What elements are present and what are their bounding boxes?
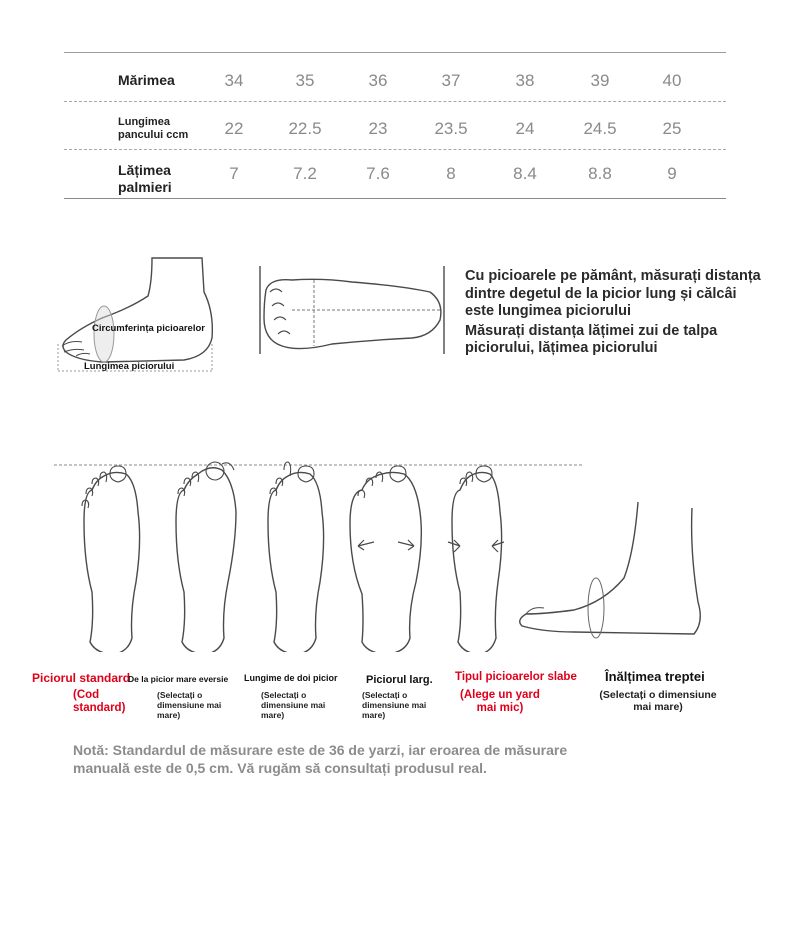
foot-narrow-drawing — [448, 466, 504, 652]
instruction-length: Cu picioarele pe pământ, măsurați distanța dintre degetul de la picior lung și călcâi este lungimea piciorului — [465, 268, 761, 319]
row-label-line: palmieri — [118, 179, 172, 195]
table-cell: 8.8 — [588, 164, 612, 183]
foot-types-illustration — [52, 452, 742, 652]
table-row-size — [64, 53, 726, 101]
foot-wide-drawing — [350, 466, 421, 652]
row-label-line: Lățimea — [118, 162, 171, 178]
row-label-size: Mărimea — [118, 72, 175, 88]
foot-type-title: Lungime de doi picior — [244, 673, 338, 683]
side-foot-outline — [63, 258, 212, 362]
table-cell: 40 — [662, 71, 682, 90]
table-cell: 34 — [224, 71, 244, 90]
foot-length-label: Lungimea piciorului — [84, 361, 175, 372]
top-foot-illustration — [252, 262, 452, 362]
measurement-note: Notă: Standardul de măsurare este de 36 de yarzi, iar eroarea de măsurare manuală este de 0,5 cm. Vă rugăm să consultați produsul real. — [73, 742, 568, 776]
circumference-ring — [94, 306, 114, 362]
table-cell: 9 — [667, 164, 677, 183]
measure-instructions — [465, 268, 765, 358]
table-cell: 22.5 — [288, 119, 322, 138]
foot-standard-drawing — [82, 466, 140, 652]
table-cell: 25 — [662, 119, 682, 138]
table-cell: 37 — [441, 71, 461, 90]
table-cell: 35 — [295, 71, 315, 90]
table-cell: 38 — [515, 71, 535, 90]
circumference-label: Circumferința picioarelor — [92, 323, 205, 334]
table-cell: 24.5 — [583, 119, 617, 138]
table-cell: 7.6 — [366, 164, 390, 183]
table-cell: 8 — [446, 164, 456, 183]
top-foot-outline — [264, 279, 441, 348]
foot-type-subtitle: (Selectați o dimensiune mai mare) — [157, 690, 222, 720]
table-cell: 23.5 — [434, 119, 468, 138]
table-cell: 39 — [590, 71, 610, 90]
foot-type-title: De la picior mare eversie — [128, 674, 229, 684]
foot-bunion-drawing — [176, 462, 236, 652]
table-bottom-rule — [64, 198, 726, 199]
table-cell: 23 — [368, 119, 388, 138]
foot-type-title: Înălțimea treptei — [605, 669, 705, 684]
instruction-width: Măsurați distanța lățimei zui de talpa piciorului, lățimea piciorului — [465, 322, 718, 356]
foot-type-title: Piciorul standard — [32, 671, 131, 685]
table-cell: 22 — [224, 119, 244, 138]
toe-lines — [62, 342, 90, 357]
table-cell: 24 — [515, 119, 535, 138]
foot-type-subtitle: (Cod standard) — [73, 689, 126, 714]
size-table — [64, 52, 726, 199]
table-row-width — [64, 149, 726, 198]
table-row-length — [64, 101, 726, 149]
row-label-length — [118, 116, 188, 142]
table-cell: 7.2 — [293, 164, 317, 183]
row-label-line: pancului ccm — [118, 129, 189, 141]
foot-high-instep-drawing — [520, 502, 701, 638]
side-foot-illustration — [52, 252, 222, 378]
row-label-width — [118, 162, 172, 196]
foot-type-title: Tipul picioarelor slabe — [455, 671, 577, 683]
foot-type-subtitle: (Selectați o dimensiune mai mare) — [261, 690, 326, 720]
foot-long-second-toe-drawing — [268, 462, 324, 652]
table-cell: 8.4 — [513, 164, 537, 183]
foot-type-subtitle: (Alege un yard mai mic) — [460, 689, 540, 714]
table-cell: 36 — [368, 71, 388, 90]
top-foot-toes — [270, 289, 290, 334]
foot-type-subtitle: (Selectați o dimensiune mai mare) — [362, 690, 427, 720]
row-label-line: Lungimea — [118, 116, 170, 128]
table-cell: 7 — [229, 164, 239, 183]
foot-type-subtitle: (Selectați o dimensiune mai mare) — [599, 689, 717, 713]
foot-type-title: Piciorul larg. — [366, 674, 433, 686]
